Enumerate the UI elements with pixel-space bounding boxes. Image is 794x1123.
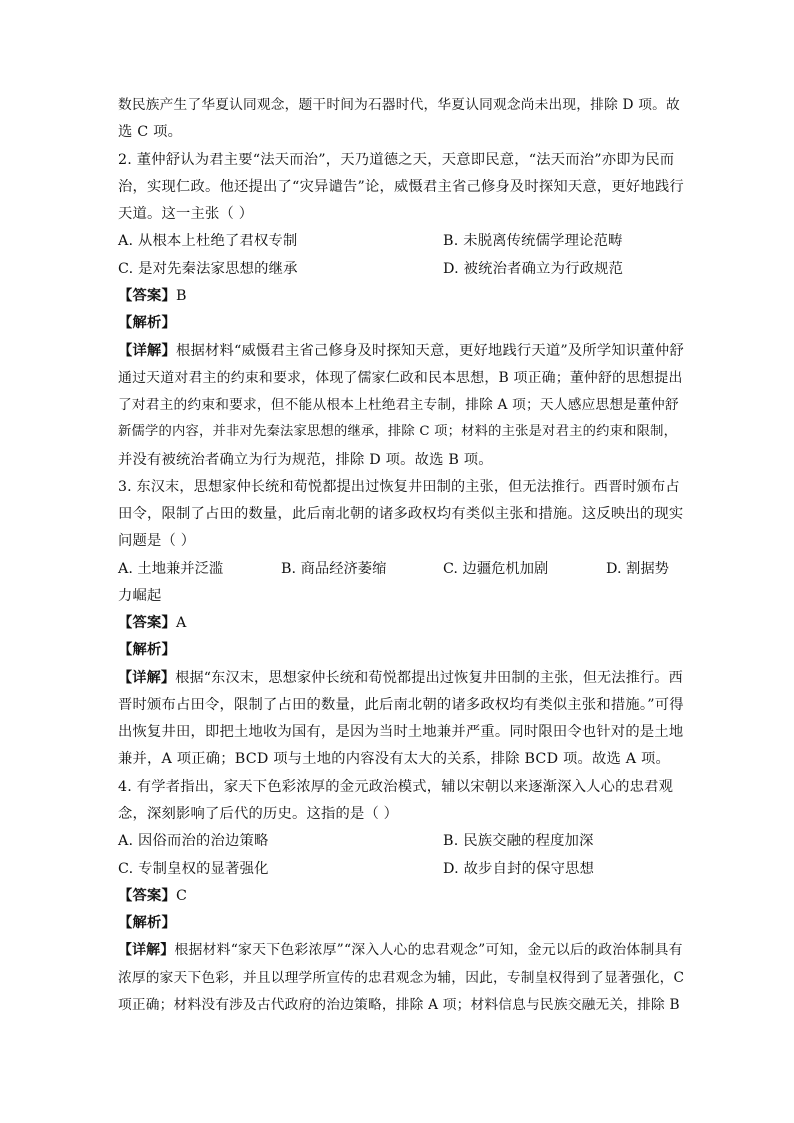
text-line: 选 C 项。: [118, 124, 183, 140]
explanation-text: 【详解】根据材料“家天下色彩浓厚”“深入人心的忠君观念”可知，金元以后的政治体制具有: [118, 942, 683, 958]
explanation-text: 并没有被统治者确立为行为规范，排除 D 项。故选 B 项。: [118, 452, 493, 468]
question-2-stem: 2. 董仲舒认为君主要“法天而治”，天乃道德之天，天意即民意，“法天而治”亦即为民而: [118, 152, 675, 168]
explanation-text: 通过天道对君主的约束和要求，体现了儒家仁政和民本思想，B 项正确；董仲舒的思想提出: [118, 370, 683, 386]
question-4-stem: 4. 有学者指出，家天下色彩浓厚的金元政治模式，辅以宋朝以来逐渐深入人心的忠君观: [118, 779, 674, 795]
option-c: C. 边疆危机加剧: [443, 561, 549, 577]
option-a: A. 从根本上杜绝了君权专制: [118, 233, 298, 249]
explanation-text: 新儒学的内容，并非对先秦法家思想的继承，排除 C 项；材料的主张是对君主的约束和限制，: [118, 424, 678, 439]
option-c: C. 专制皇权的显著强化: [118, 861, 269, 877]
analysis-label: 【解析】: [118, 315, 176, 331]
explanation-text: 【详解】根据材料“威慑君主省己修身及时探知天意，更好地践行天道”及所学知识董仲舒: [118, 343, 684, 359]
option-d: D. 故步自封的保守思想: [443, 861, 595, 877]
text-line: 力崛起: [118, 588, 162, 604]
text-line: 数民族产生了华夏认同观念，题干时间为石器时代，华夏认同观念尚未出现，排除 D 项。故: [118, 97, 680, 113]
option-c: C. 是对先秦法家思想的继承: [118, 261, 298, 277]
analysis-label: 【解析】: [118, 642, 176, 658]
text-line: 天道。这一主张（ ）: [118, 206, 254, 222]
question-3-stem: 3. 东汉末，思想家仲长统和荀悦都提出过恢复井田制的主张，但无法推行。西晋时颁布占: [118, 479, 680, 495]
analysis-label: 【解析】: [118, 915, 176, 931]
explanation-text: 【详解】根据“东汉末，思想家仲长统和荀悦都提出过恢复井田制的主张，但无法推行。西: [118, 670, 683, 686]
option-d: D. 被统治者确立为行政规范: [443, 261, 624, 277]
explanation-text: 项正确；材料没有涉及古代政府的治边策略，排除 A 项；材料信息与民族交融无关，排除 B: [118, 997, 680, 1013]
explanation-text: 浓厚的家天下色彩，并且以理学所宣传的忠君观念为辅，因此，专制皇权得到了显著强化，C: [118, 970, 685, 986]
text-line: 念，深刻影响了后代的历史。这指的是（ ）: [118, 806, 399, 822]
explanation-text: 兼并，A 项正确；BCD 项与土地的内容没有太大的关系，排除 BCD 项。故选 A 项。: [118, 751, 670, 767]
answer-label: 【答案】C: [118, 888, 188, 904]
text-line: 治，实现仁政。他还提出了“灾异谴告”论，威慑君主省己修身及时探知天意，更好地践行: [118, 179, 684, 195]
option-b: B. 民族交融的程度加深: [443, 833, 594, 849]
option-a: A. 土地兼并泛滥: [118, 561, 224, 577]
answer-label: 【答案】B: [118, 288, 187, 304]
answer-label: 【答案】A: [118, 615, 187, 631]
explanation-text: 出恢复井田，即把土地收为国有，是因为当时土地兼并严重。同时限田令也针对的是土地: [118, 724, 684, 740]
text-line: 田令，限制了占田的数量，此后南北朝的诸多政权均有类似主张和措施。这反映出的现实: [118, 506, 684, 522]
option-d: D. 割据势: [606, 561, 669, 577]
option-b: B. 商品经济萎缩: [281, 561, 387, 577]
explanation-text: 晋时颁布占田令，限制了占田的数量，此后南北朝的诸多政权均有类似主张和措施。”可得: [118, 697, 684, 713]
option-b: B. 未脱离传统儒学理论范畴: [443, 233, 623, 249]
explanation-text: 了对君主的约束和要求，但不能从根本上杜绝君主专制，排除 A 项；天人感应思想是董仲舒: [118, 397, 679, 413]
option-a: A. 因俗而治的治边策略: [118, 833, 269, 849]
text-line: 问题是（ ）: [118, 533, 196, 549]
